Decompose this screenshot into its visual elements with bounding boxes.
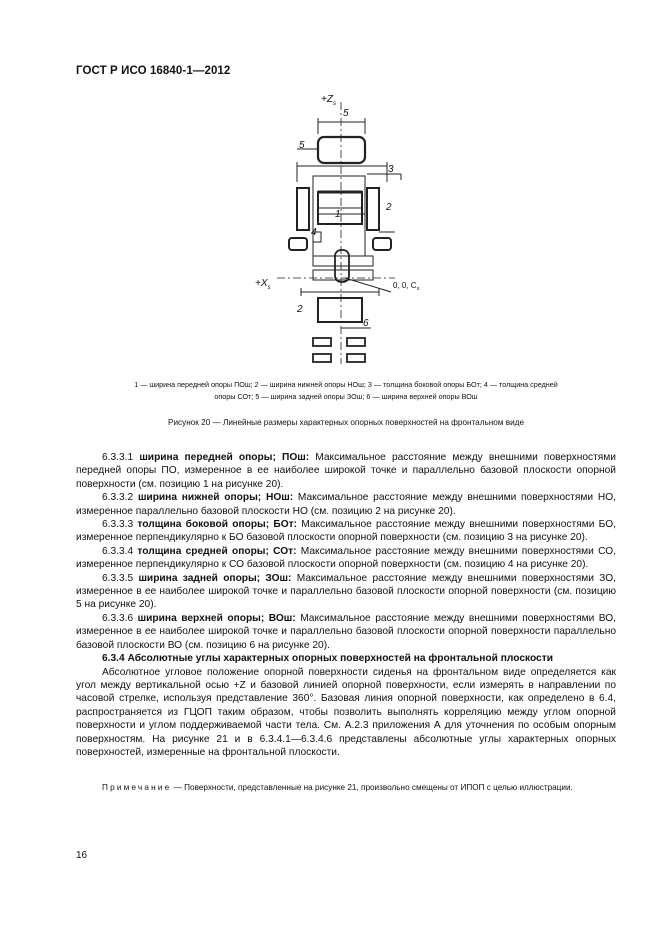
callout-1: 1 [335, 209, 341, 220]
figure-20 [255, 92, 420, 372]
section-6-3-3-2: 6.3.3.2 ширина нижней опоры; НОш: Максимальное расстояние между внешними поверхностями НО, измеренное параллельно базовой плоскости НО (см. позицию 2 на рисунке 20). [76, 492, 616, 517]
figure-caption: Рисунок 20 — Линейные размеры характерных опорных поверхностей на фронтальном виде [167, 418, 525, 427]
note [76, 781, 616, 795]
note-text: — Поверхности, представленные на рисунке 21, произвольно смещены от ИПОП с целью иллюстрации. [171, 783, 573, 792]
page-number: 16 [76, 850, 88, 861]
document-body [76, 451, 616, 759]
figure-legend [76, 379, 616, 403]
document-header: ГОСТ Р ИСО 16840-1—2012 [76, 65, 231, 77]
note-label: Примечание [102, 783, 172, 792]
figure-diagram [255, 92, 420, 372]
callout-3: 3 [388, 164, 394, 175]
section-6-3-3-1: 6.3.3.1 ширина передней опоры; ПОш: Максимальное расстояние между внешними поверхностями передней опоры ПО, измеренное в ее наиболее широкой точке и параллельно базовой плоскости опорной поверхности (см. позицию 1 на рисунке 20). [76, 452, 616, 490]
axis-z-label: $+Z_s$ [321, 94, 336, 107]
legend-line-1: 1 — ширина передней опоры ПОш; 2 — ширина нижней опоры НОш; 3 — толщина боковой опоры БОт; 4 — толщина средней [134, 380, 558, 389]
section-6-3-4-heading: 6.3.4 Абсолютные углы характерных опорных поверхностей на фронтальной плоскости [102, 653, 553, 665]
callout-5: 5 [299, 140, 305, 151]
section-6-3-3-4: 6.3.3.4 толщина средней опоры; СОт: Максимальное расстояние между внешними поверхностями СО, измеренное перпендикулярно к СО базовой плоскости опорной поверхности (см. позицию 4 на рисунке 20). [76, 545, 616, 571]
callout-5-top: 5 [343, 108, 349, 119]
section-6-3-4-text: Абсолютное угловое положение опорной поверхности сиденья на фронтальном виде определяется как угол между вертикальной осью +Z и базовой линией опорной поверхности, если измерять в направлении по часовой стрелке, используя представление 360°. Базовая линия опорной поверхности, как определено в 6.4, распространяется из ГЦОП таким образом, чтобы позволить выполнять корреляцию между углом опорной поверхности и углом поддерживаемой части тела. См. А.2.3 приложения А для уточнения по особым опорным поверхностям. На рисунке 21 и в 6.3.4.1—6.3.4.6 представлены абсолютные углы характерных опорных поверхностей, измеренные на фронтальной плоскости. [76, 666, 616, 758]
callout-4: 4 [311, 227, 317, 238]
axis-x-label: $+X_s$ [255, 278, 271, 291]
section-6-3-3-5: 6.3.3.5 ширина задней опоры; ЗОш: Максимальное расстояние между внешними поверхностями ЗО, измеренное в ее наиболее широкой точке и параллельно базовой плоскости опорной поверхности (см. позицию 5 на рисунке 20). [76, 572, 616, 611]
origin-label: 0, 0, $C_s$ [393, 281, 420, 292]
callout-6: 6 [363, 318, 369, 329]
section-6-3-3-6: 6.3.3.6 ширина верхней опоры; ВОш: Максимальное расстояние между внешними поверхностями ВО, измеренное в ее наиболее широкой точке и параллельно базовой плоскости опорной поверхности параллельно базовой плоскости ВО (см. позицию 6 на рисунке 20). [76, 612, 617, 651]
callout-2-upper: 2 [386, 202, 392, 213]
legend-line-2: опоры СОт; 5 — ширина задней опоры ЗОш; 6 — ширина верхней опоры ВОш [214, 392, 478, 401]
section-6-3-3-3: 6.3.3.3 толщина боковой опоры; БОт: Максимальное расстояние между внешними поверхностями БО, измеренное перпендикулярно к БО базовой плоскости опорной поверхности (см. позицию 3 на рисунке 20). [76, 519, 616, 544]
callout-2-lower: 2 [297, 304, 303, 315]
